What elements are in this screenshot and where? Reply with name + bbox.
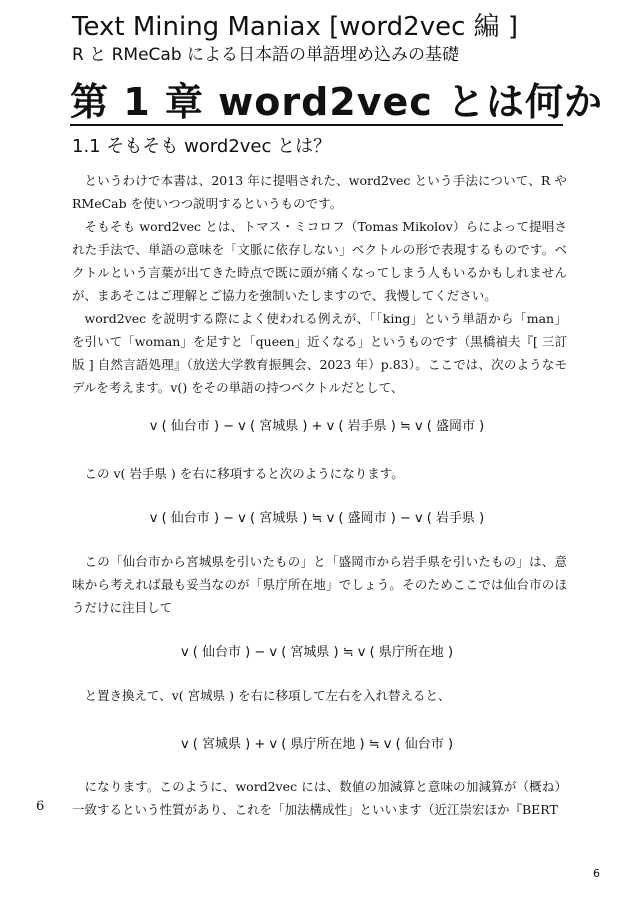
book-subtitle: R と RMeCab による日本語の単語埋め込みの基礎 xyxy=(72,45,460,65)
chapter-rule xyxy=(70,124,563,126)
chapter-heading: 第 1 章 word2vec とは何か xyxy=(70,80,604,124)
margin-line-number: 6 xyxy=(36,799,45,814)
paragraph-7: になります。このように、word2vec には、数値の加減算と意味の加減算が（概ね）一致するという性質があり、これを「加法構成性」といいます（近江崇宏ほか『BERT xyxy=(72,779,567,817)
equation-1: v ( 仙台市 ) − v ( 宮城県 ) + v ( 岩手県 ) ≒ v ( 盛岡市 ) xyxy=(149,419,485,434)
book-title: Text Mining Maniax [word2vec 編 ] xyxy=(72,12,519,42)
equation-2: v ( 仙台市 ) − v ( 宮城県 ) ≒ v ( 盛岡市 ) − v ( 岩手県 ) xyxy=(149,511,485,526)
paragraph-4: この v( 岩手県 ) を右に移項すると次のようになります。 xyxy=(84,466,404,481)
paragraph-6: と置き換えて、v( 宮城県 ) を右に移項して左右を入れ替えると、 xyxy=(84,688,451,703)
equation-3: v ( 仙台市 ) − v ( 宮城県 ) ≒ v ( 県庁所在地 ) xyxy=(180,645,454,660)
equation-4: v ( 宮城県 ) + v ( 県庁所在地 ) ≒ v ( 仙台市 ) xyxy=(180,737,454,752)
paragraph-3: word2vec を説明する際によく使われる例えが、「「king」という単語から「man」を引いて「woman」を足すと「queen」近くなる」というものです（黒橋禎夫『[ 三訂版 ] 自然言語処理』（放送大学教育振興会、2023 年）p.83）。ここでは、次のようなモデルを考えます。v() をその単語の持つベクトルだとして、 xyxy=(72,311,567,395)
paragraph-5: この「仙台市から宮城県を引いたもの」と「盛岡市から岩手県を引いたもの」は、意味から考えれば最も妥当なのが「県庁所在地」でしょう。そのためここでは仙台市のほうだけに注目して xyxy=(72,554,567,615)
section-heading: 1.1 そもそも word2vec とは？ xyxy=(72,136,332,157)
paragraph-2: そもそも word2vec とは、トマス・ミコロフ（Tomas Mikolov）らによって提唱された手法で、単語の意味を「文脈に依存しない」ベクトルの形で表現するものです。ベクトルという言葉が出てきた時点で既に頭が痛くなってしまう人もいるかもしれませんが、まあそこはご理解とご協力を強制いたしますので、我慢してください。 xyxy=(72,219,567,303)
page-number: 6 xyxy=(593,867,600,880)
paragraph-1: というわけで本書は、2013 年に提唱された、word2vec という手法について、R や RMeCab を使いつつ説明するというものです。 xyxy=(72,173,567,211)
